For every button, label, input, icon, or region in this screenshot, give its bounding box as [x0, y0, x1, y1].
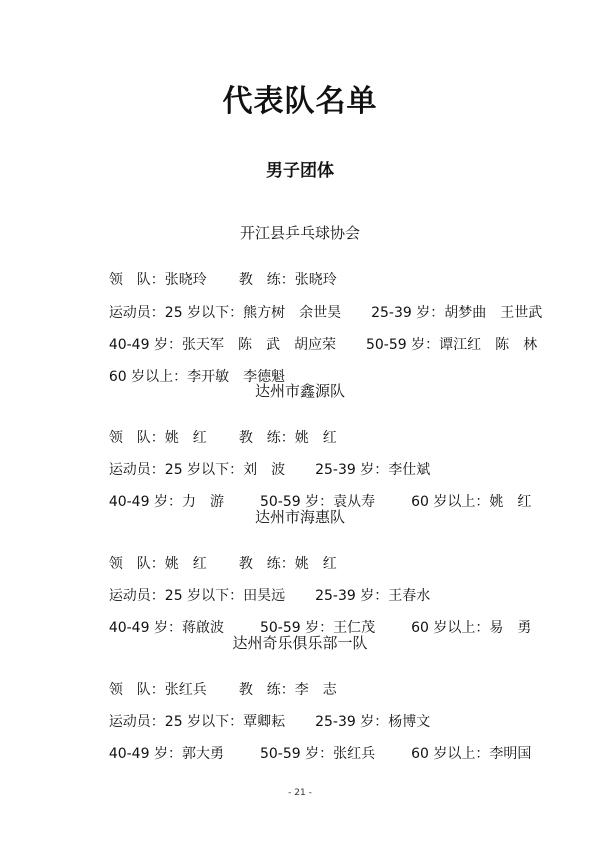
team-line-segment: 40-49 岁：张天军 陈 武 胡应荣 — [108, 337, 336, 353]
team-line-segment: 60 岁以上：李明国 — [411, 746, 532, 762]
team-line-segment: 25-39 岁：杨博文 — [315, 714, 431, 730]
team-name: 开江县乒乓球协会 — [239, 224, 360, 242]
team-line-segment: 40-49 岁：郭大勇 — [108, 746, 224, 762]
team-line-segment: 40-49 岁：力 游 — [108, 494, 224, 510]
page-title: 代表队名单 — [222, 84, 378, 119]
team-line-segment: 教 练：姚 红 — [238, 430, 337, 446]
section-title: 男子团体 — [266, 161, 334, 181]
team-line-segment: 50-59 岁：张红兵 — [259, 746, 376, 762]
team-line-segment: 教 练：姚 红 — [238, 556, 337, 572]
team-line-segment: 50-59 岁：王仁茂 — [259, 620, 376, 636]
team-line — [91, 727, 531, 779]
team-name: 达州市海惠队 — [254, 508, 345, 526]
team-line-segment: 领 队：张晓玲 — [108, 272, 207, 288]
team-line-segment: 50-59 岁：谭江红 陈 林 — [365, 337, 538, 353]
team-line-segment: 60 岁以上：李开敏 李德魁 — [108, 369, 286, 385]
team-name: 达州奇乐俱乐部一队 — [232, 634, 368, 652]
team-line-segment: 运动员：25 岁以下：覃卿耘 — [108, 714, 286, 730]
team-line-segment: 60 岁以上：易 勇 — [411, 620, 532, 636]
team-line-segment: 领 队：姚 红 — [108, 556, 207, 572]
team-line-segment: 领 队：张红兵 — [108, 682, 207, 698]
team-line-segment: 40-49 岁：蒋啟波 — [108, 620, 224, 636]
team-line-segment: 领 队：姚 红 — [108, 430, 207, 446]
team-line-segment: 教 练：李 志 — [238, 682, 337, 698]
team-line-segment: 25-39 岁：李仕斌 — [315, 462, 431, 478]
team-name: 达州市鑫源队 — [254, 382, 345, 400]
page-number: - 21 - — [288, 788, 312, 798]
team-line-segment: 50-59 岁：袁从寿 — [259, 494, 376, 510]
team-line-segment: 25-39 岁：王春水 — [315, 588, 431, 604]
team-line-segment: 教 练：张晓玲 — [238, 272, 337, 288]
team-line-segment: 运动员：25 岁以下：刘 波 — [108, 462, 286, 478]
team-line-segment: 25-39 岁：胡梦曲 王世武 — [371, 305, 543, 321]
team-line-segment: 运动员：25 岁以下：熊方树 余世昊 — [108, 305, 342, 321]
team-line-segment: 60 岁以上：姚 红 — [411, 494, 532, 510]
team-line-segment: 运动员：25 岁以下：田昊远 — [108, 588, 286, 604]
